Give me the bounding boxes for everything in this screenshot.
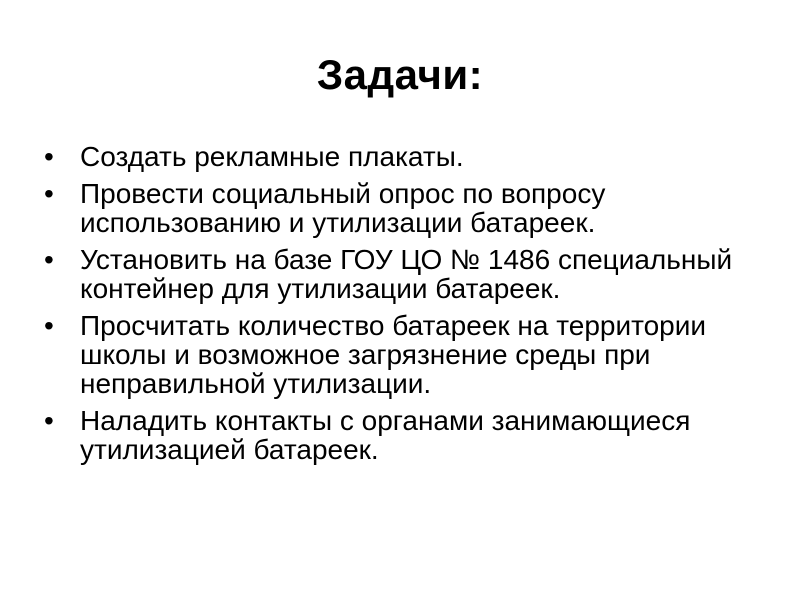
list-item — [44, 245, 764, 303]
bullet-icon: • — [44, 310, 54, 341]
slide-title: Задачи: — [316, 51, 484, 98]
list-item-text: Наладить контакты с органами занимающиеся утилизацией батареек. — [80, 405, 691, 465]
task-list — [44, 142, 764, 472]
bullet-icon: • — [44, 141, 54, 172]
list-item-text: Просчитать количество батареек на территории школы и возможное загрязнение среды при неправильной утилизации. — [80, 310, 707, 399]
list-item — [44, 406, 764, 464]
list-item — [44, 179, 764, 237]
list-item-text: Установить на базе ГОУ ЦО № 1486 специальный контейнер для утилизации батареек. — [80, 244, 733, 304]
list-item — [44, 311, 764, 398]
bullet-icon: • — [44, 244, 54, 275]
bullet-icon: • — [44, 178, 54, 209]
list-item — [44, 142, 764, 171]
list-item-text: Создать рекламные плакаты. — [80, 141, 464, 172]
list-item-text: Провести социальный опрос по вопросу использованию и утилизации батареек. — [80, 178, 606, 238]
bullet-icon: • — [44, 405, 54, 436]
